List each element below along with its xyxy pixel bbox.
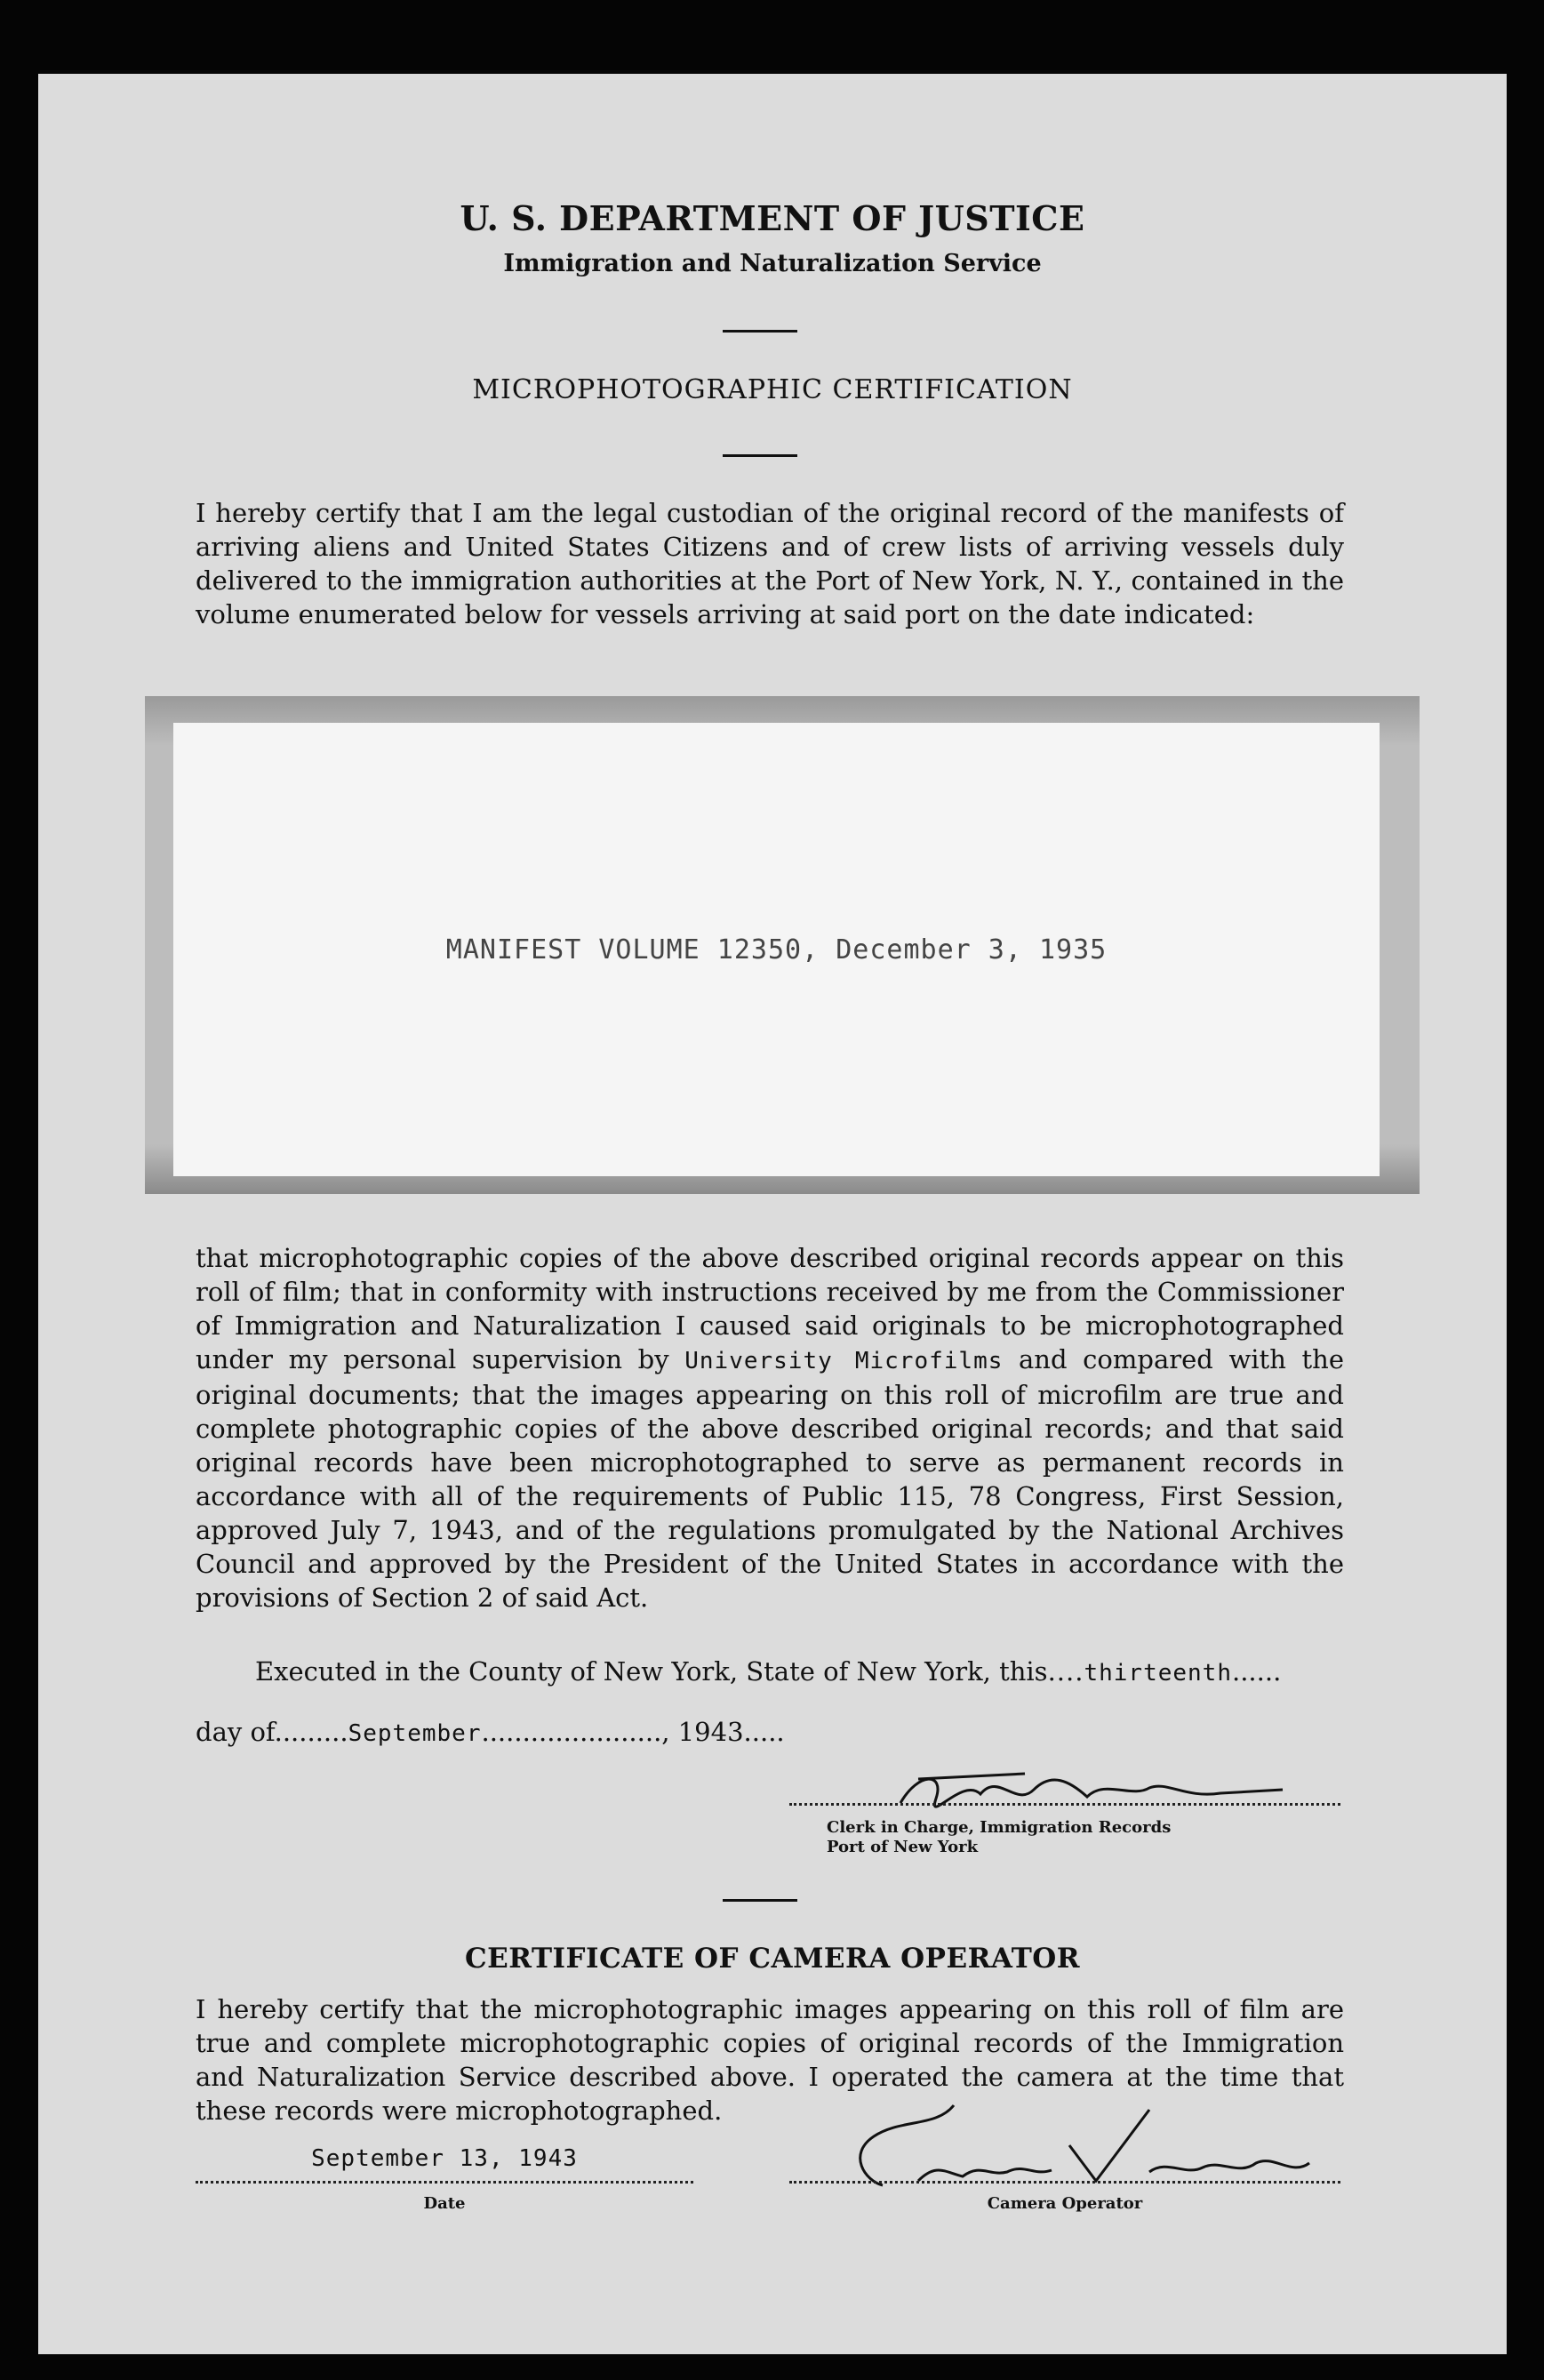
camera-operator-signature <box>829 2101 1327 2199</box>
camera-operator-statement: I hereby certify that the microphotographic images appearing on this roll of film are true and complete microphotographic copies of original records of the Immigration and Naturalization Service described above. I operated the camera at the time that these records were microphotographed. <box>196 1994 1344 2126</box>
execution-year: , 1943 <box>661 1717 744 1747</box>
clerk-caption-line1: Clerk in Charge, Immigration Records <box>827 1818 1172 1837</box>
department-title: U. S. DEPARTMENT OF JUSTICE <box>460 198 1085 238</box>
certification-title: MICROPHOTOGRAPHIC CERTIFICATION <box>472 374 1073 405</box>
certification-body <box>196 1241 1344 1615</box>
execution-month-value: September <box>348 1720 482 1747</box>
photographer-value: University Microfilms <box>684 1348 1004 1374</box>
divider <box>723 454 797 457</box>
camera-date-value <box>196 2145 693 2172</box>
body-text-part1: that microphotographic copies of the above described original records appear on this roll of film; that in conformity with instructions received by me from the Commissioner of Immigration and Naturalization I caused said originals to be microphotographed under my personal supervision by <box>196 1243 1344 1374</box>
camera-operator-title: CERTIFICATE OF CAMERA OPERATOR <box>464 1943 1081 1975</box>
divider <box>723 330 797 333</box>
divider <box>723 1899 797 1902</box>
execution-line: Executed in the County of New York, State of New York, this....thirteenth...... <box>255 1656 1282 1687</box>
intro-paragraph: I hereby certify that I am the legal custodian of the original record of the manifests of arriving aliens and United States Citizens and of crew lists of arriving vessels duly delivered to the immigration authorities at the Port of New York, N. Y., contained in the volume enumerated below for vessels arriving at said port on the date indicated: <box>196 498 1344 629</box>
clerk-signature-line <box>789 1803 1340 1806</box>
execution-lead: Executed in the County of New York, State of New York, this <box>255 1656 1048 1687</box>
manifest-volume-label: MANIFEST VOLUME 12350, December 3, 1935 <box>445 934 1108 966</box>
execution-day-value: thirteenth <box>1084 1660 1232 1687</box>
date-caption: Date <box>423 2194 466 2213</box>
day-of-label: day of <box>196 1717 275 1747</box>
camera-date-text: September 13, 1943 <box>311 2145 578 2172</box>
body-text-part2: and compared with the original documents; that the images appearing on this roll of microfilm are true and complete photographic copies of the above described original records; and that said original records have been microphotographed to serve as permanent records in accordance with all of the requirements of Public 115, 78 Congress, First Session, approved July 7, 1943, and of the regulations promulgated by the National Archives Council and approved by the President of the United States in accordance with the provisions of Section 2 of said Act. <box>196 1344 1345 1613</box>
camera-operator-signature-line <box>789 2181 1340 2184</box>
execution-date-line: day of.........September......................, 1943..... <box>196 1717 785 1747</box>
clerk-signature <box>883 1754 1345 1825</box>
camera-date-line <box>196 2181 693 2184</box>
clerk-caption-line2: Port of New York <box>827 1838 979 1856</box>
clerk-caption <box>827 1818 1171 1857</box>
certificate-sheet <box>38 74 1507 2354</box>
service-subtitle: Immigration and Naturalization Service <box>503 250 1042 277</box>
volume-card <box>173 723 1380 1176</box>
camera-operator-caption: Camera Operator <box>987 2194 1143 2213</box>
